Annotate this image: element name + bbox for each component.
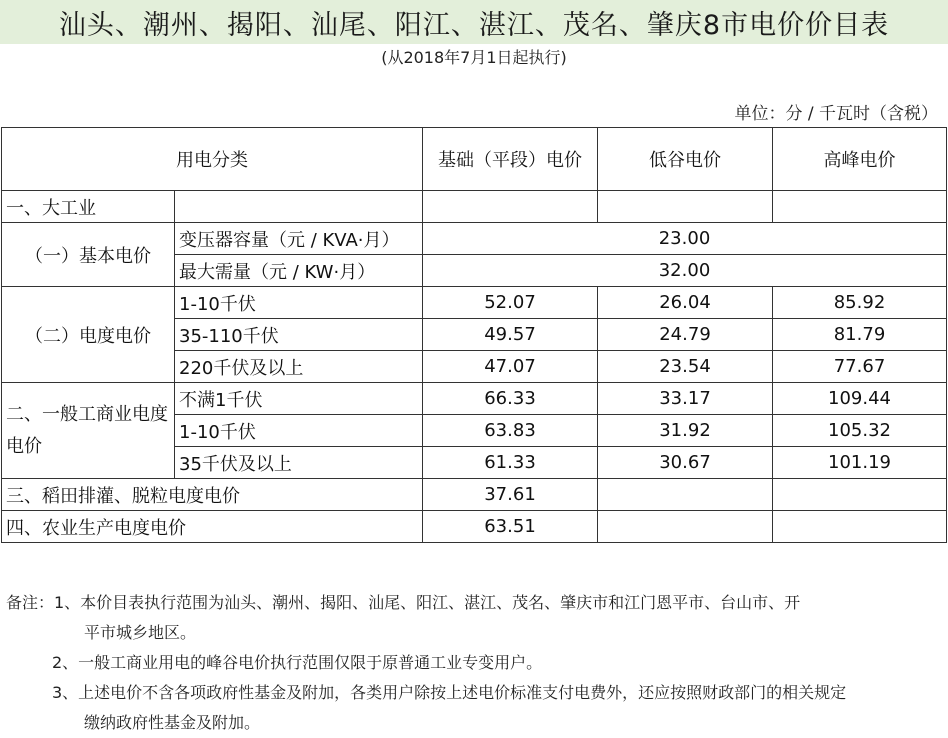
section-basic-price: （一）基本电价 (2, 223, 175, 287)
row-label: 不满1千伏 (175, 383, 423, 415)
valley-price: 26.04 (598, 287, 773, 319)
section-agriculture: 四、农业生产电度电价 (2, 511, 423, 543)
row-label: 1-10千伏 (175, 287, 423, 319)
effective-date: (从2018年7月1日起执行) (381, 48, 567, 67)
base-price: 49.57 (423, 319, 598, 351)
peak-price: 81.79 (773, 319, 947, 351)
empty-cell (773, 191, 947, 223)
title-bar (0, 0, 948, 44)
note-1-continued: 平市城乡地区。 (84, 623, 197, 642)
tariff-table (1, 127, 947, 543)
peak-price: 105.32 (773, 415, 947, 447)
valley-price: 33.17 (598, 383, 773, 415)
empty-cell (423, 191, 598, 223)
valley-price: 23.54 (598, 351, 773, 383)
peak-price: 109.44 (773, 383, 947, 415)
basic-price-value: 23.00 (423, 223, 947, 255)
header-category: 用电分类 (2, 128, 423, 191)
row-label: 35-110千伏 (175, 319, 423, 351)
section-general-commercial: 二、一般工商业电度电价 (2, 383, 175, 479)
header-valley: 低谷电价 (598, 128, 773, 191)
section-irrigation: 三、稻田排灌、脱粒电度电价 (2, 479, 423, 511)
page-title: 汕头、潮州、揭阳、汕尾、阳江、湛江、茂名、肇庆8市电价价目表 (58, 9, 890, 41)
base-price: 52.07 (423, 287, 598, 319)
base-price: 37.61 (423, 479, 598, 511)
peak-price: 101.19 (773, 447, 947, 479)
note-3-continued: 缴纳政府性基金及附加。 (84, 713, 261, 732)
header-base: 基础（平段）电价 (423, 128, 598, 191)
base-price: 63.83 (423, 415, 598, 447)
notes-section (6, 588, 936, 738)
peak-price: 77.67 (773, 351, 947, 383)
table-row (2, 383, 947, 415)
table-row (2, 191, 947, 223)
empty-cell (773, 511, 947, 543)
valley-price: 31.92 (598, 415, 773, 447)
peak-price: 85.92 (773, 287, 947, 319)
empty-cell (598, 479, 773, 511)
valley-price: 24.79 (598, 319, 773, 351)
row-label: 1-10千伏 (175, 415, 423, 447)
base-price: 66.33 (423, 383, 598, 415)
note-3: 3、上述电价不含各项政府性基金及附加，各类用户除按上述电价标准支付电费外，还应按照财政部门的相关规定 (52, 683, 847, 702)
note-1: 备注：1、本价目表执行范围为汕头、潮州、揭阳、汕尾、阳江、湛江、茂名、肇庆市和江门恩平市、台山市、开 (6, 593, 801, 612)
valley-price: 30.67 (598, 447, 773, 479)
table-header-row (2, 128, 947, 191)
basic-price-value: 32.00 (423, 255, 947, 287)
row-label: 最大需量（元 / KW·月） (175, 255, 423, 287)
header-peak: 高峰电价 (773, 128, 947, 191)
base-price: 47.07 (423, 351, 598, 383)
unit-label: 单位：分 / 千瓦时（含税） (734, 104, 938, 124)
table-row (2, 223, 947, 255)
table-row (2, 287, 947, 319)
section-energy-price: （二）电度电价 (2, 287, 175, 383)
base-price: 63.51 (423, 511, 598, 543)
note-2: 2、一般工商业用电的峰谷电价执行范围仅限于原普通工业专变用户。 (52, 653, 543, 672)
table-row (2, 479, 947, 511)
empty-cell (598, 191, 773, 223)
empty-cell (598, 511, 773, 543)
row-label: 35千伏及以上 (175, 447, 423, 479)
empty-cell (175, 191, 423, 223)
row-label: 变压器容量（元 / KVA·月） (175, 223, 423, 255)
row-label: 220千伏及以上 (175, 351, 423, 383)
section-large-industry: 一、大工业 (2, 191, 175, 223)
table-row (2, 511, 947, 543)
base-price: 61.33 (423, 447, 598, 479)
empty-cell (773, 479, 947, 511)
